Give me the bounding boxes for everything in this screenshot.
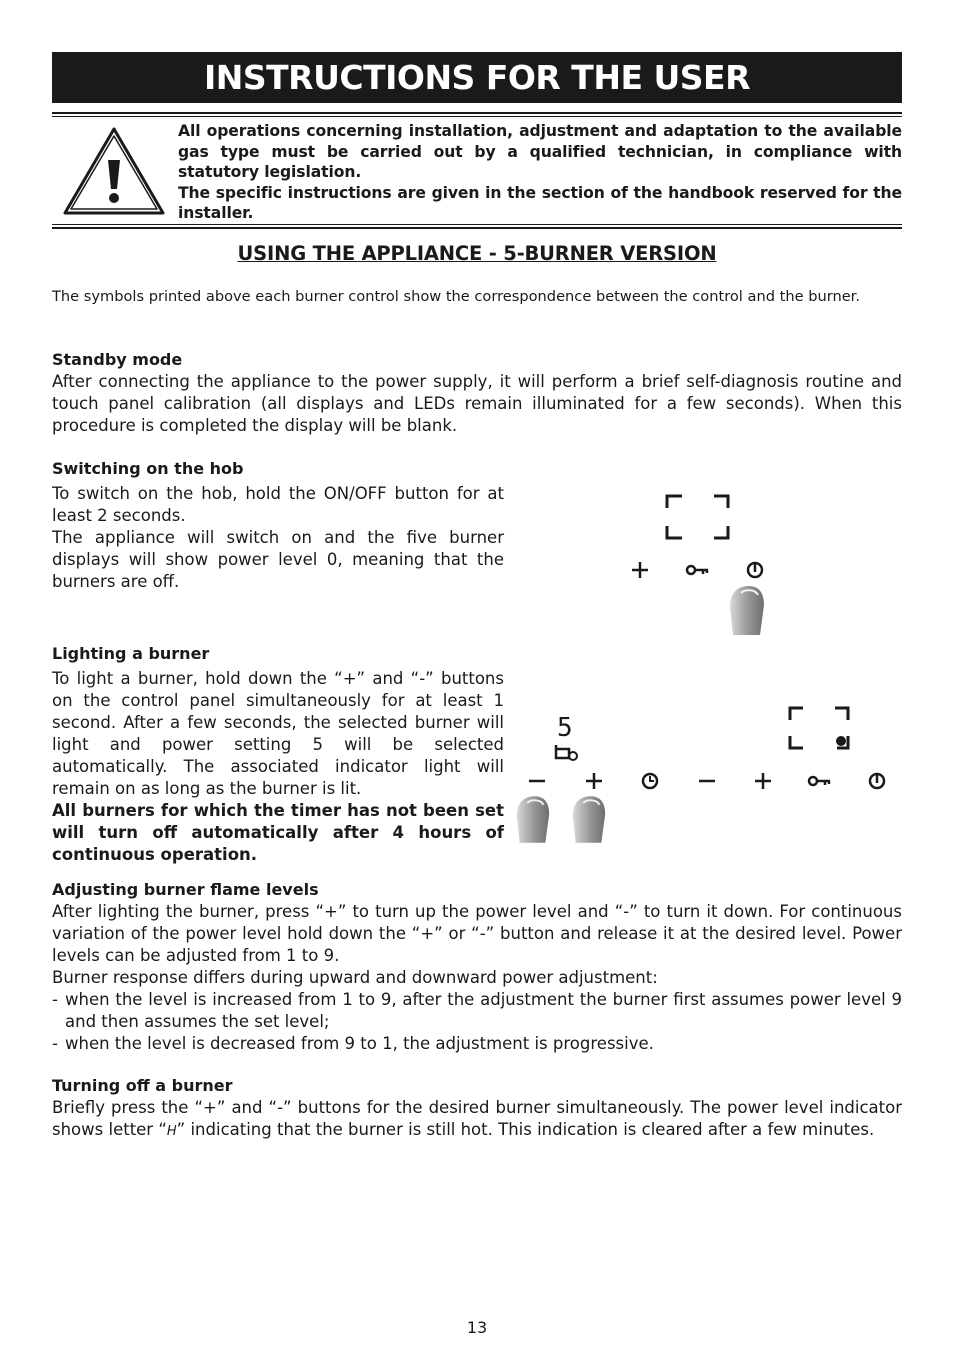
adjusting-text-block [52, 901, 902, 1055]
plus-icon [753, 771, 773, 791]
switching-on-text-2: The appliance will switch on and the five burner displays will show power level 0, meaning that the burners are off. [52, 528, 504, 591]
plus-icon [584, 771, 604, 791]
hot-indicator-letter: H [166, 1124, 177, 1139]
turning-off-heading: Turning off a burner [52, 1076, 233, 1095]
switching-on-text-1: To switch on the hob, hold the ON/OFF button for at least 2 seconds. [52, 484, 504, 525]
page-title: INSTRUCTIONS FOR THE USER [52, 52, 902, 103]
section-intro: The symbols printed above each burner control show the correspondence between the control and the burner. [52, 288, 860, 305]
burner-indicator-icon [553, 742, 579, 762]
timer-icon [640, 771, 660, 791]
list-item-text: when the level is decreased from 9 to 1, the adjustment is progressive. [65, 1034, 654, 1053]
power-icon [745, 560, 765, 580]
list-item-text: when the level is increased from 1 to 9, after the adjustment the burner first assumes power level 9 and then assumes the set level; [65, 990, 902, 1031]
burner-display-frame [785, 702, 855, 754]
finger-icon [727, 585, 767, 637]
burner-power-digit: 5 [557, 713, 573, 743]
lighting-warning-text: All burners for which the timer has not been set will turn off automatically after 4 hours of continuous operation. [52, 801, 504, 864]
adjusting-heading: Adjusting burner flame levels [52, 880, 319, 899]
lighting-text-block [52, 668, 504, 866]
turning-off-text [52, 1097, 902, 1143]
warning-line-2: The specific instructions are given in the section of the handbook reserved for the installer. [178, 183, 902, 222]
list-item: - when the level is increased from 1 to 9, after the adjustment the burner first assumes power level 9 and then assumes the set level; [52, 990, 902, 1031]
standby-text: After connecting the appliance to the power supply, it will perform a brief self-diagnosis routine and touch panel calibration (all displays and LEDs remain illuminated for a few seconds). When this procedure is completed the display will be blank. [52, 372, 902, 435]
lighting-text: To light a burner, hold down the “+” and “-” buttons on the control panel simultaneously for at least 1 second. After a few seconds, the selected burner will light and power setting 5 will be selected automatically. The associated indicator light will remain on as long as the burner is lit. [52, 669, 504, 798]
turning-off-text-after: ” indicating that the burner is still hot. This indication is cleared after a few minutes. [176, 1120, 875, 1139]
list-item: - when the level is decreased from 9 to 1, the adjustment is progressive. [52, 1034, 654, 1053]
turning-off-text-before: Briefly press the “+” and “-” buttons for the desired burner simultaneously. The power level indicator shows letter “ [52, 1098, 902, 1139]
adjusting-text-1: After lighting the burner, press “+” to turn up the power level and “-” to turn it down. For continuous variation of the power level hold down the “+” or “-” button and release it at the desired level. Power levels can be adjusted from 1 to 9. [52, 902, 902, 965]
power-icon [867, 771, 887, 791]
warning-line-1: All operations concerning installation, adjustment and adaptation to the available gas type must be carried out by a qualified technician, in compliance with statutory legislation. [178, 122, 902, 181]
warning-text [178, 121, 902, 224]
minus-icon [527, 771, 547, 791]
warning-top-rule-thin [52, 116, 902, 117]
warning-bottom-rule-thin [52, 224, 902, 225]
section-title: USING THE APPLIANCE - 5-BURNER VERSION [237, 242, 717, 265]
warning-bottom-rule [52, 227, 902, 229]
finger-icon [570, 794, 608, 846]
burner-display-frame [660, 490, 736, 544]
warning-top-rule [52, 112, 902, 114]
switching-on-text [52, 483, 504, 593]
plus-icon [630, 560, 650, 580]
warning-triangle-icon [62, 126, 166, 216]
switching-on-heading: Switching on the hob [52, 459, 244, 478]
standby-heading: Standby mode [52, 350, 183, 369]
minus-icon [697, 771, 717, 791]
adjusting-text-2: Burner response differs during upward and downward power adjustment: [52, 968, 658, 987]
key-lock-icon [685, 562, 709, 578]
adjusting-bullet-list [52, 989, 902, 1055]
key-lock-icon [807, 773, 831, 789]
finger-icon [514, 794, 552, 846]
lighting-heading: Lighting a burner [52, 644, 210, 663]
page-number: 13 [466, 1318, 488, 1337]
